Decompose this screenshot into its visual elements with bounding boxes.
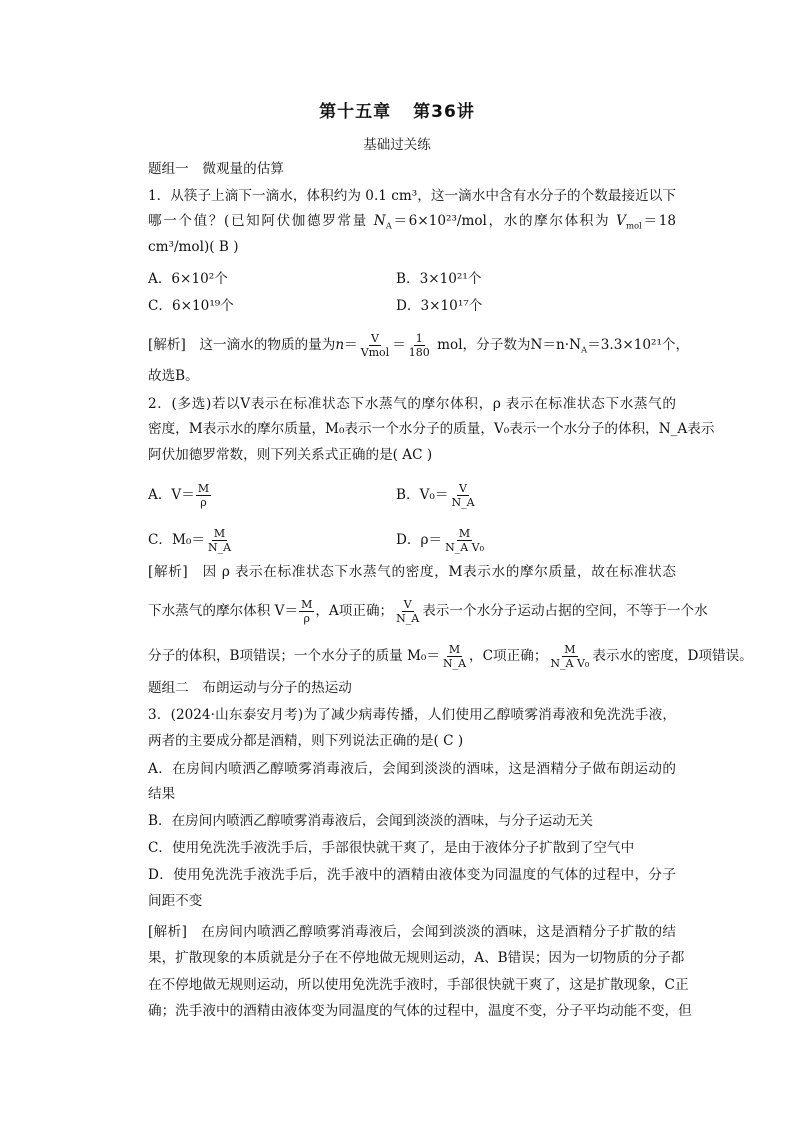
q2-line1: 2．(多选)若以V表示在标准状态下水蒸气的摩尔体积，ρ 表示在标准状态下水蒸气的 — [148, 396, 676, 412]
chapter-label: 第十五章 — [319, 102, 392, 122]
q2-option-b: B．V₀＝ $\frac{V}{N\_A}$ — [396, 482, 475, 509]
q2-analysis-line3: 分子的体积，B项错误；一个水分子的质量 M₀＝ $\frac{M}{N\_A}$ ，C项正确； $\frac{M}{\text{N\_A V₀}}$ 表示水的密度，D项错误。 — [148, 643, 753, 670]
q1-option-d: D．3×10¹⁷个 — [396, 298, 483, 314]
q2-option-d: D．ρ＝ $\frac{M}{\text{N\_A V₀}}$ — [396, 527, 484, 554]
q3-option-d-cont: 间距不变 — [148, 893, 203, 909]
page-subtitle: 基础过关练 — [363, 137, 431, 153]
q1-line2: 哪一个值？(已知阿伏伽德罗常量 $N_A=6\times 10^{23}$/mol，水的摩尔体积为 $V_{mol}=18$ — [148, 213, 676, 232]
q2-line3: 阿伏加德罗常数，则下列关系式正确的是( AC ) — [148, 447, 433, 463]
q3-option-b: B．在房间内喷洒乙醇喷雾消毒液后，会闻到淡淡的酒味，与分子运动无关 — [148, 813, 593, 829]
q3-line1: 3．(2024·山东泰安月考)为了减少病毒传播，人们使用乙醇喷雾消毒液和免洗洗手液， — [148, 707, 676, 723]
q2-option-c: C．M₀＝ $\frac{M}{N\_A}$ — [148, 527, 232, 554]
q1-option-b: B．3×10²¹个 — [396, 271, 482, 287]
group2-heading: 题组二 布朗运动与分子的热运动 — [148, 680, 352, 696]
q2-analysis-line1: [解析] 因 ρ 表示在标准状态下水蒸气的密度，M表示水的摩尔质量，故在标准状态 — [148, 564, 676, 580]
q1-analysis: [解析] 这一滴水的物质的量为n＝ $\frac{V}{\text{Vmol}}$ ＝ $\frac{1}{180}$ mol，分子数为$N=n\cdot N_A=3.3\times 10^{21}$个， — [148, 332, 690, 359]
q3-analysis-line4: 确；洗手液中的酒精由液体变为同温度的气体的过程中，温度不变，分子平均动能不变，但 — [148, 1003, 692, 1019]
q1-line1: 1．从筷子上滴下一滴水，体积约为 0.1 cm³，这一滴水中含有水分子的个数最接近以下 — [148, 188, 676, 204]
q3-option-a: A．在房间内喷洒乙醇喷雾消毒液后，会闻到淡淡的酒味，这是酒精分子做布朗运动的 — [148, 761, 676, 777]
q3-line2: 两者的主要成分都是酒精，则下列说法正确的是( C ) — [148, 733, 464, 749]
q1-analysis-end: 故选B。 — [148, 368, 199, 384]
q2-option-a: A．V＝ $\frac{M}{\rho}$ — [148, 482, 210, 509]
q2-line2: 密度，M表示水的摩尔质量，M₀表示一个水分子的质量，V₀表示一个水分子的体积，N_A表示 — [148, 421, 715, 437]
q3-analysis-line1: [解析] 在房间内喷洒乙醇喷雾消毒液后，会闻到淡淡的酒味，这是酒精分子扩散的结 — [148, 924, 677, 940]
q2-analysis-line2: 下水蒸气的摩尔体积 V＝ $\frac{M}{\rho}$ ，A项正确； $\frac{V}{N\_A}$ 表示一个水分子运动占据的空间，不等于一个水 — [148, 598, 708, 625]
page-title — [0, 97, 794, 122]
fraction-v-over-vmol: $\frac{V}{\text{Vmol}}$ — [360, 332, 390, 359]
q1-option-c: C．6×10¹⁹个 — [148, 298, 234, 314]
q3-analysis-line2: 果，扩散现象的本质就是分子在不停地做无规则运动，A、B错误；因为一切物质的分子都 — [148, 950, 685, 966]
q3-option-a-cont: 结果 — [148, 786, 176, 802]
analysis-label: [解析] — [148, 924, 187, 940]
fraction-1-over-180: $\frac{1}{180}$ — [408, 332, 430, 359]
q3-option-d: D．使用免洗洗手液洗手后，洗手液中的酒精由液体变为同温度的气体的过程中，分子 — [148, 867, 676, 883]
q1-option-a: A．6×10²个 — [148, 271, 228, 287]
q3-analysis-line3: 在不停地做无规则运动，所以使用免洗洗手液时，手部很快就干爽了，这是扩散现象，C正 — [148, 977, 689, 993]
q3-option-c: C．使用免洗洗手液洗手后，手部很快就干爽了，是由于液体分子扩散到了空气中 — [148, 840, 635, 856]
analysis-label: [解析] — [148, 337, 186, 353]
group1-heading: 题组一 微观量的估算 — [148, 161, 284, 177]
q1-line3: cm³/mol)( B ) — [148, 239, 239, 255]
lecture-label: 第36讲 — [413, 102, 475, 122]
analysis-label: [解析] — [148, 564, 188, 580]
